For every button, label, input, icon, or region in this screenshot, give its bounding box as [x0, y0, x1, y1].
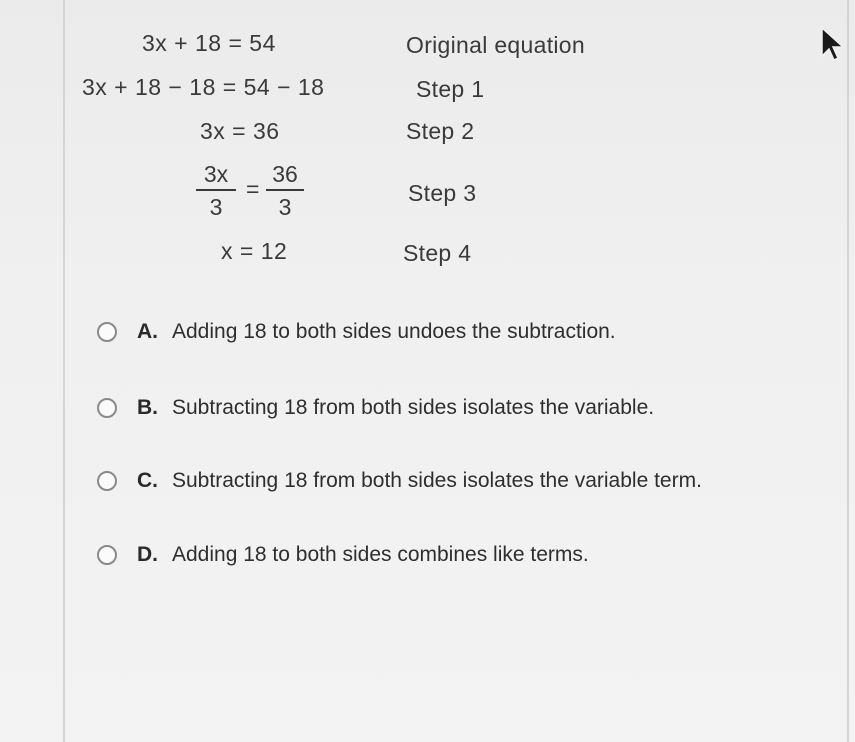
equation-step-4: x = 12: [221, 238, 288, 264]
option-text-b: Subtracting 18 from both sides isolates the variable.: [172, 396, 655, 419]
radio-button-b[interactable]: [97, 398, 117, 418]
answer-option-c[interactable]: [97, 469, 702, 493]
label-step-3: Step 3: [408, 180, 477, 206]
option-letter-d: D.: [137, 543, 158, 566]
option-letter-a: A.: [137, 320, 158, 343]
answer-option-b[interactable]: [97, 396, 654, 420]
fraction-right-denominator: 3: [278, 194, 292, 220]
page-divider-right: [847, 0, 849, 742]
fraction-right: [266, 162, 304, 219]
radio-button-d[interactable]: [97, 545, 117, 565]
answer-option-d[interactable]: [97, 543, 589, 567]
option-text-d: Adding 18 to both sides combines like terms.: [172, 543, 589, 566]
fraction-right-numerator: 36: [272, 161, 298, 187]
radio-button-c[interactable]: [97, 471, 117, 491]
label-step-2: Step 2: [406, 118, 475, 144]
option-text-a: Adding 18 to both sides undoes the subtraction.: [172, 320, 616, 343]
answer-option-a[interactable]: [97, 320, 616, 344]
label-step-1: Step 1: [416, 76, 485, 102]
label-original-equation: Original equation: [406, 32, 585, 58]
fraction-left-bar: [196, 189, 236, 191]
label-step-4: Step 4: [403, 240, 472, 266]
equation-step-1: 3x + 18 − 18 = 54 − 18: [82, 74, 325, 100]
option-text-c: Subtracting 18 from both sides isolates the variable term.: [172, 469, 702, 492]
fraction-right-bar: [266, 189, 304, 191]
mouse-pointer-icon: [818, 26, 848, 66]
page-divider-left: [63, 0, 65, 742]
fraction-left: [196, 162, 236, 219]
fraction-equals-sign: =: [246, 176, 260, 202]
radio-button-a[interactable]: [97, 322, 117, 342]
equation-original: 3x + 18 = 54: [142, 30, 276, 56]
option-letter-b: B.: [137, 396, 158, 419]
equation-step-2: 3x = 36: [200, 118, 280, 144]
fraction-left-denominator: 3: [209, 194, 223, 220]
fraction-left-numerator: 3x: [203, 161, 229, 187]
option-letter-c: C.: [137, 469, 158, 492]
